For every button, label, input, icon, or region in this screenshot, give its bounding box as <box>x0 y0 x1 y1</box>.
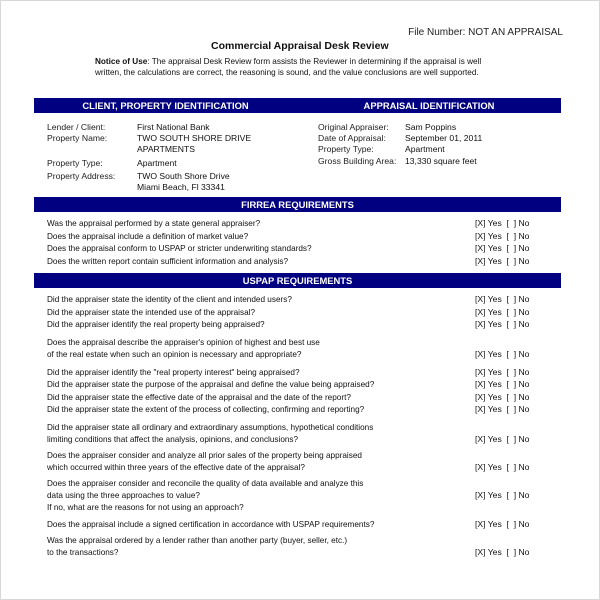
property-address-label: Property Address: <box>47 170 116 181</box>
uspap-answer[interactable]: [X] Yes [ ] No <box>475 367 530 377</box>
uspap-question: Did the appraiser identify the "real property interest" being appraised? <box>47 368 300 377</box>
notice-label: Notice of Use <box>95 57 148 66</box>
uspap-answer[interactable]: [X] Yes [ ] No <box>475 547 530 557</box>
firrea-answer[interactable]: [X] Yes [ ] No <box>475 256 530 266</box>
appraisal-property-type-label: Property Type: <box>318 144 374 155</box>
file-number: File Number: NOT AN APPRAISAL <box>408 27 563 38</box>
uspap-question: Did the appraiser state the extent of the process of collecting, confirming and reporting? <box>47 405 365 414</box>
uspap-question: Does the appraiser consider and reconcile the quality of data available and analyze this data using the three approaches to value? If no, what are the reasons for not using an approach? <box>47 479 364 512</box>
appraiser-value: Sam Poppins <box>405 122 457 132</box>
uspap-question: Did the appraiser state the effective date of the appraisal and the date of the report? <box>47 393 351 402</box>
identification-header-bar <box>34 98 561 113</box>
uspap-answer[interactable]: [X] Yes [ ] No <box>475 490 530 500</box>
firrea-question: Was the appraisal performed by a state general appraiser? <box>47 219 261 228</box>
property-type-value: Apartment <box>137 157 177 168</box>
lender-value: First National Bank <box>137 122 210 132</box>
uspap-question: Does the appraisal include a signed certification in accordance with USPAP requirements? <box>47 520 375 529</box>
notice-of-use <box>95 56 555 78</box>
client-property-heading: CLIENT, PROPERTY IDENTIFICATION <box>82 100 249 111</box>
uspap-answer[interactable]: [X] Yes [ ] No <box>475 462 530 472</box>
firrea-question: Does the appraisal conform to USPAP or stricter underwriting standards? <box>47 244 312 253</box>
uspap-answer[interactable]: [X] Yes [ ] No <box>475 392 530 402</box>
firrea-question: Does the appraisal include a definition of market value? <box>47 232 249 241</box>
appraisal-identification-heading: APPRAISAL IDENTIFICATION <box>363 100 495 111</box>
appraisal-info <box>318 122 482 167</box>
uspap-answer[interactable]: [X] Yes [ ] No <box>475 319 530 329</box>
property-address-value: TWO South Shore Drive <box>137 170 230 181</box>
uspap-answer[interactable]: [X] Yes [ ] No <box>475 404 530 414</box>
uspap-answer[interactable]: [X] Yes [ ] No <box>475 349 530 359</box>
appraisal-date-label: Date of Appraisal: <box>318 133 386 144</box>
gross-building-area-label: Gross Building Area: <box>318 155 397 166</box>
uspap-question: Does the appraiser consider and analyze all prior sales of the property being appraised which occurred within three years of the effective date of the appraisal? <box>47 451 362 472</box>
uspap-question: Was the appraisal ordered by a lender rather than another party (buyer, seller, etc.) to the transactions? <box>47 536 348 557</box>
appraisal-property-type-value: Apartment <box>405 144 445 155</box>
lender-label: Lender / Client: <box>47 122 106 132</box>
firrea-question: Does the written report contain sufficient information and analysis? <box>47 257 289 266</box>
uspap-question: Did the appraiser state the identity of the client and intended users? <box>47 295 292 304</box>
appraisal-date-value: September 01, 2011 <box>405 133 483 144</box>
property-name-value: TWO SOUTH SHORE DRIVE <box>137 133 252 144</box>
notice-text-2: written, the calculations are correct, the reasoning is sound, and the value conclusions are well supported. <box>95 68 479 77</box>
uspap-question: Did the appraiser state the intended use of the appraisal? <box>47 308 256 317</box>
gross-building-area-value: 13,330 square feet <box>405 155 477 166</box>
property-address-value-2: Miami Beach, Fl 33341 <box>137 182 225 193</box>
uspap-question: Does the appraisal describe the appraiser's opinion of highest and best use of the real estate when such an opinion is necessary and appropriate? <box>47 338 320 359</box>
property-name-value-2: APARTMENTS <box>137 144 195 155</box>
firrea-answer[interactable]: [X] Yes [ ] No <box>475 218 530 228</box>
uspap-answer[interactable]: [X] Yes [ ] No <box>475 379 530 389</box>
property-name-label: Property Name: <box>47 133 108 144</box>
firrea-header-bar: FIRREA REQUIREMENTS <box>34 197 561 212</box>
uspap-question: Did the appraiser identify the real property being appraised? <box>47 320 265 329</box>
uspap-answer[interactable]: [X] Yes [ ] No <box>475 307 530 317</box>
document-title: Commercial Appraisal Desk Review <box>211 40 389 52</box>
firrea-answer[interactable]: [X] Yes [ ] No <box>475 231 530 241</box>
uspap-answer[interactable]: [X] Yes [ ] No <box>475 434 530 444</box>
client-property-info <box>47 122 251 193</box>
notice-text-1: : The appraisal Desk Review form assists the Reviewer in determining if the appraisal is well <box>147 57 482 66</box>
uspap-answer[interactable]: [X] Yes [ ] No <box>475 294 530 304</box>
appraiser-label: Original Appraiser: <box>318 122 389 132</box>
uspap-answer[interactable]: [X] Yes [ ] No <box>475 519 530 529</box>
uspap-question: Did the appraiser state all ordinary and extraordinary assumptions, hypothetical conditions limiting conditions that affect the analysis, opinions, and conclusions? <box>47 423 374 444</box>
uspap-question: Did the appraiser state the purpose of the appraisal and define the value being appraised? <box>47 380 375 389</box>
property-type-label: Property Type: <box>47 157 103 168</box>
firrea-answer[interactable]: [X] Yes [ ] No <box>475 243 530 253</box>
uspap-header-bar: USPAP REQUIREMENTS <box>34 273 561 288</box>
